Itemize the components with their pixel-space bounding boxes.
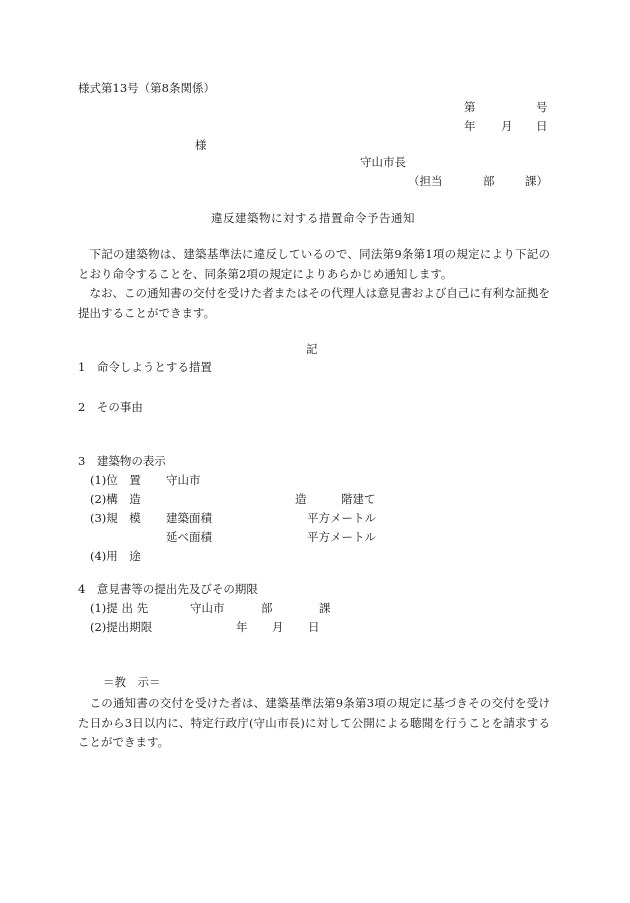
- item-4-deadline-year: 年: [236, 620, 248, 634]
- item-3-floor-area-unit: 平方メートル: [307, 530, 376, 544]
- item-3-structure-label: (2)構 造: [90, 492, 141, 506]
- item-4-destination-section: 課: [319, 601, 331, 615]
- item-3-structure-floors: 階建て: [341, 492, 376, 506]
- notice-heading: ＝教 示＝: [103, 675, 161, 689]
- item-3-structure-zou: 造: [295, 492, 307, 506]
- addressee-honorific: 様: [195, 138, 207, 152]
- contact-open: （担当: [408, 174, 443, 188]
- body-paragraph-1: 下記の建築物は、建築基準法に違反しているので、同法第9条第1項の規定により下記のとおり命令することを、同条第2項の規定によりあらかじめ通知します。: [78, 247, 550, 281]
- item-3-building-area-label: 建築面積: [166, 511, 212, 525]
- document-number-prefix: 第: [464, 100, 476, 114]
- item-3-floor-area-label: 延べ面積: [166, 530, 212, 544]
- item-3-location-label: (1)位 置: [90, 473, 141, 487]
- item-4-deadline-day: 日: [308, 620, 320, 634]
- item-4-heading: 4 意見書等の提出先及びその期限: [78, 582, 258, 596]
- item-4-deadline-label: (2)提出期限: [90, 620, 153, 634]
- contact-department: 部: [483, 174, 495, 188]
- item-4-deadline-month: 月: [272, 620, 284, 634]
- date-month-label: 月: [501, 119, 513, 133]
- item-4-destination-department: 部: [261, 601, 273, 615]
- item-3-scale-label: (3)規 模: [90, 511, 141, 525]
- item-2-heading: 2 その事由: [78, 400, 143, 414]
- item-3-use-label: (4)用 途: [90, 549, 141, 563]
- body-paragraph-2: なお、この通知書の交付を受けた者またはその代理人は意見書および自己に有利な証拠を提出することができます。: [78, 286, 550, 320]
- item-3-building-area-unit: 平方メートル: [307, 511, 376, 525]
- form-number: 様式第13号（第8条関係）: [78, 81, 215, 95]
- contact-section: 課）: [525, 174, 548, 188]
- item-1-heading: 1 命令しようとする措置: [78, 360, 212, 374]
- document-number-suffix: 号: [536, 100, 548, 114]
- issuer-mayor: 守山市長: [360, 155, 406, 169]
- item-3-heading: 3 建築物の表示: [78, 454, 166, 468]
- date-day-label: 日: [536, 119, 548, 133]
- item-4-destination-label: (1)提 出 先: [90, 601, 149, 615]
- notice-paragraph: この通知書の交付を受けた者は、建築基準法第9条第3項の規定に基づきその交付を受けた日から3日以内に、特定行政庁(守山市長)に対して公開による聴聞を行うことを請求することができます。: [78, 696, 550, 749]
- item-4-destination-city: 守山市: [190, 601, 225, 615]
- document-title: 違反建築物に対する措置命令予告通知: [211, 211, 415, 225]
- date-year-label: 年: [464, 119, 476, 133]
- item-3-location-value: 守山市: [166, 473, 201, 487]
- ki-heading: 記: [306, 342, 318, 356]
